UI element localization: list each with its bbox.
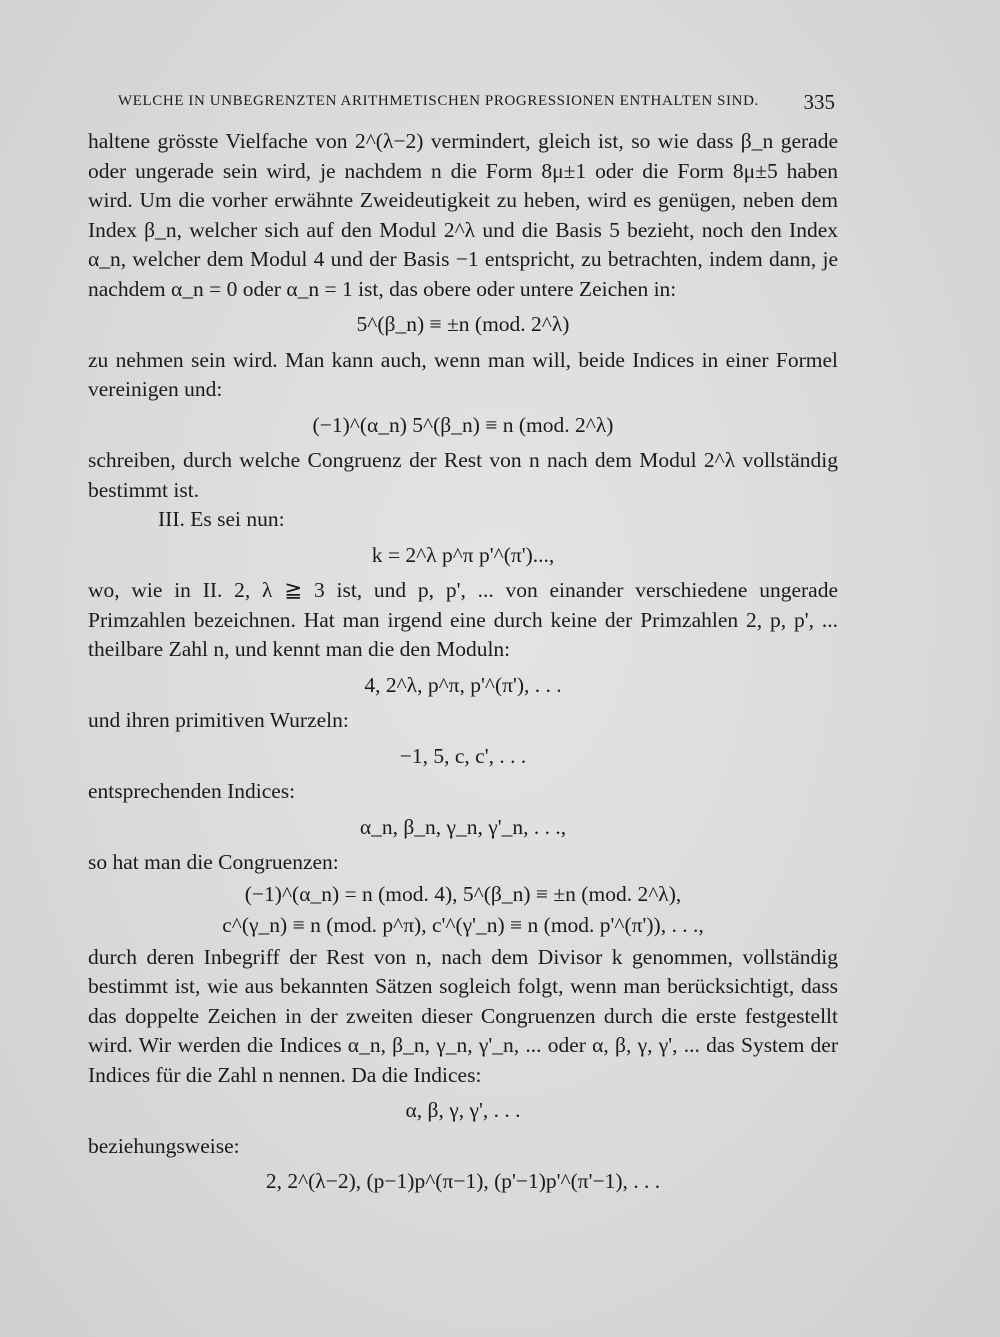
- page-body: [88, 127, 838, 1203]
- section-three-intro: III. Es sei nun:: [158, 507, 285, 531]
- equation-5: −1, 5, c, c', . . .: [399, 743, 527, 768]
- page-number: 335: [803, 90, 835, 114]
- equation-1: 5^(β_n) ≡ ±n (mod. 2^λ): [356, 312, 570, 336]
- paragraph-1: haltene grösste Vielfache von 2^(λ−2) vermindert, gleich ist, so wie dass β_n gerade oder ungerade sein wird, je nachdem n die Form 8μ±1 oder die Form 8μ±5 haben wird. Um die vorher erwähnte Zweideutigkeit zu heben, wird es genügen, neben dem Index β_n, welcher sich auf den Modul 2^λ und die Basis 5 bezieht, noch den Index α_n, welcher dem Modul 4 und der Basis −1 entspricht, zu betrachten, indem dann, je nachdem α_n = 0 oder α_n = 1 ist, das obere oder untere Zeichen in:: [88, 129, 838, 301]
- paragraph-10: beziehungsweise:: [88, 1133, 240, 1158]
- equation-4: 4, 2^λ, p^π, p'^(π'), . . .: [364, 672, 562, 697]
- paragraph-3: schreiben, durch welche Congruenz der Rest von n nach dem Modul 2^λ vollständig bestimmt ist.: [88, 448, 838, 502]
- paragraph-9: durch deren Inbegriff der Rest von n, nach dem Divisor k genommen, vollständig bestimmt ist, wie aus bekannten Sätzen sogleich folgt, wenn man berücksichtigt, dass das doppelte Zeichen in der zweiten dieser Congruenzen durch die erste festgestellt wird. Wir werden die Indices α_n, β_n, γ_n, γ'_n, ... oder α, β, γ, γ', ... das System der Indices für die Zahl n nennen. Da die Indices:: [88, 944, 838, 1087]
- paragraph-6: und ihren primitiven Wurzeln:: [88, 708, 349, 732]
- equation-10: 2, 2^(λ−2), (p−1)p^(π−1), (p'−1)p'^(π'−1), . . .: [265, 1169, 661, 1193]
- equation-6: α_n, β_n, γ_n, γ'_n, . . .,: [359, 814, 567, 839]
- paragraph-2: zu nehmen sein wird. Man kann auch, wenn man will, beide Indices in einer Formel vereinigen und:: [88, 347, 838, 401]
- equation-9: α, β, γ, γ', . . .: [405, 1098, 521, 1122]
- equation-8: c^(γ_n) ≡ n (mod. p^π), c'^(γ'_n) ≡ n (mod. p'^(π')), . . .,: [222, 913, 704, 937]
- paragraph-5: wo, wie in II. 2, λ ≧ 3 ist, und p, p', ... von einander verschiedene ungerade Primzahlen bezeichnen. Hat man irgend eine durch keine der Primzahlen 2, p, p', ... theilbare Zahl n, und kennt man die den Moduln:: [88, 578, 838, 661]
- paragraph-7: entsprechenden Indices:: [88, 779, 296, 803]
- equation-7: (−1)^(α_n) = n (mod. 4), 5^(β_n) ≡ ±n (mod. 2^λ),: [244, 881, 682, 906]
- equation-3: k = 2^λ p^π p'^(π')...,: [371, 542, 555, 567]
- running-title: WELCHE IN UNBEGRENZTEN ARITHMETISCHEN PROGRESSIONEN ENTHALTEN SIND.: [118, 93, 759, 109]
- equation-2: (−1)^(α_n) 5^(β_n) ≡ n (mod. 2^λ): [312, 412, 614, 437]
- paragraph-8: so hat man die Congruenzen:: [88, 850, 339, 874]
